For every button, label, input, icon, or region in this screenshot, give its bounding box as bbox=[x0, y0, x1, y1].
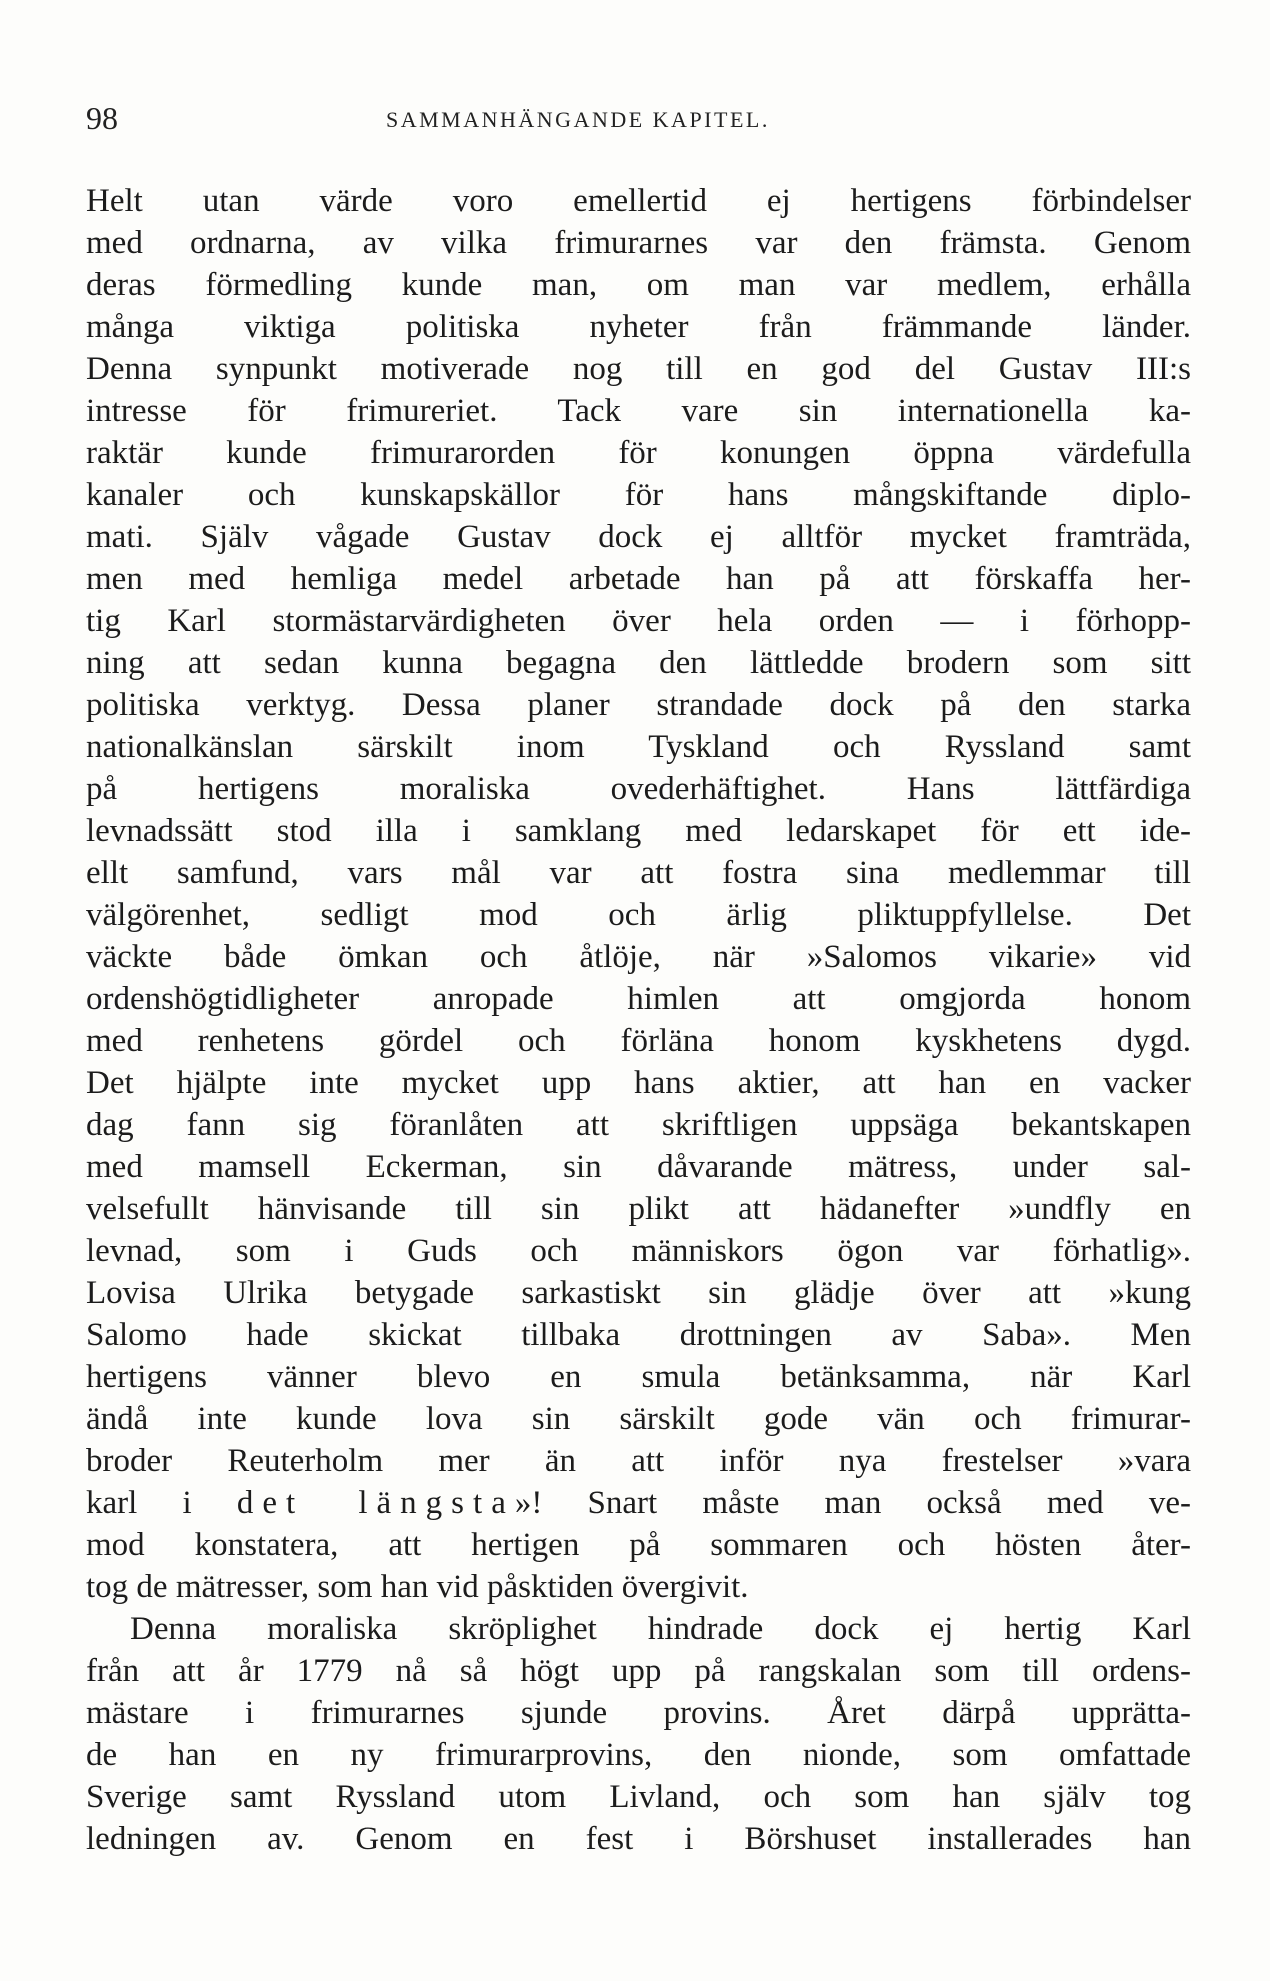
text-line: raktär kunde frimurarorden för konungen öppna värdefulla bbox=[86, 435, 1191, 471]
text-line: Denna synpunkt motiverade nog till en god del Gustav III:s bbox=[86, 351, 1191, 387]
text-line: nationalkänslan särskilt inom Tyskland och Ryssland samt bbox=[86, 729, 1191, 765]
text-line: Salomo hade skickat tillbaka drottningen av Saba». Men bbox=[86, 1317, 1191, 1353]
text-line: deras förmedling kunde man, om man var medlem, erhålla bbox=[86, 267, 1191, 303]
text-line: men med hemliga medel arbetade han på att förskaffa her- bbox=[86, 561, 1191, 597]
body-text bbox=[86, 180, 1191, 1860]
text-line: mati. Själv vågade Gustav dock ej alltför mycket framträda, bbox=[86, 519, 1191, 555]
spaced-emphasis: det längsta bbox=[236, 1485, 515, 1521]
text-line: med ordnarna, av vilka frimurarnes var den främsta. Genom bbox=[86, 225, 1191, 261]
text-line: väckte både ömkan och åtlöje, när »Salomos vikarie» vid bbox=[86, 939, 1191, 975]
text-line: kanaler och kunskapskällor för hans mångskiftande diplo- bbox=[86, 477, 1191, 513]
spaced-line-before: karl i bbox=[86, 1485, 237, 1521]
running-head: SAMMANHÄNGANDE KAPITEL. bbox=[386, 107, 770, 132]
text-line: Denna moraliska skröplighet hindrade dock ej hertig Karl bbox=[130, 1611, 1191, 1647]
text-line: ledningen av. Genom en fest i Börshuset installerades han bbox=[86, 1821, 1191, 1857]
text-line: ändå inte kunde lova sin särskilt gode vän och frimurar- bbox=[86, 1401, 1191, 1437]
page-number: 98 bbox=[86, 100, 118, 136]
text-line-spaced bbox=[86, 1482, 1191, 1524]
text-line: dag fann sig föranlåten att skriftligen uppsäga bekantskapen bbox=[86, 1107, 1191, 1143]
text-line: ning att sedan kunna begagna den lättledde brodern som sitt bbox=[86, 645, 1191, 681]
text-line: ordenshögtidligheter anropade himlen att omgjorda honom bbox=[86, 981, 1191, 1017]
text-line: de han en ny frimurarprovins, den nionde, som omfattade bbox=[86, 1737, 1191, 1773]
text-line: många viktiga politiska nyheter från främmande länder. bbox=[86, 309, 1191, 345]
text-line: ellt samfund, vars mål var att fostra sina medlemmar till bbox=[86, 855, 1191, 891]
text-line: från att år 1779 nå så högt upp på rangskalan som till ordens- bbox=[86, 1653, 1191, 1689]
text-line: Lovisa Ulrika betygade sarkastiskt sin glädje över att »kung bbox=[86, 1275, 1191, 1311]
text-line: Det hjälpte inte mycket upp hans aktier, att han en vacker bbox=[86, 1065, 1191, 1101]
text-line: politiska verktyg. Dessa planer strandade dock på den starka bbox=[86, 687, 1191, 723]
text-line: välgörenhet, sedligt mod och ärlig pliktuppfyllelse. Det bbox=[86, 897, 1191, 933]
text-line: Sverige samt Ryssland utom Livland, och som han själv tog bbox=[86, 1779, 1191, 1815]
spaced-line-after: »! Snart måste man också med ve- bbox=[514, 1485, 1191, 1521]
text-line: på hertigens moraliska ovederhäftighet. Hans lättfärdiga bbox=[86, 771, 1191, 807]
text-line: broder Reuterholm mer än att inför nya frestelser »vara bbox=[86, 1443, 1191, 1479]
page-header bbox=[86, 98, 1191, 138]
text-line: Helt utan värde voro emellertid ej hertigens förbindelser bbox=[86, 183, 1191, 219]
text-line: mod konstatera, att hertigen på sommaren och hösten åter- bbox=[86, 1527, 1191, 1563]
text-line: tig Karl stormästarvärdigheten över hela orden — i förhopp- bbox=[86, 603, 1191, 639]
text-line: intresse för frimureriet. Tack vare sin internationella ka- bbox=[86, 393, 1191, 429]
text-line: med renhetens gördel och förläna honom kyskhetens dygd. bbox=[86, 1023, 1191, 1059]
text-line: velsefullt hänvisande till sin plikt att hädanefter »undfly en bbox=[86, 1191, 1191, 1227]
text-line: med mamsell Eckerman, sin dåvarande mätress, under sal- bbox=[86, 1149, 1191, 1185]
text-line: hertigens vänner blevo en smula betänksamma, när Karl bbox=[86, 1359, 1191, 1395]
text-line: tog de mätresser, som han vid påsktiden övergivit. bbox=[86, 1569, 749, 1605]
text-line: levnad, som i Guds och människors ögon var förhatlig». bbox=[86, 1233, 1191, 1269]
text-line: levnadssätt stod illa i samklang med ledarskapet för ett ide- bbox=[86, 813, 1191, 849]
text-line: mästare i frimurarnes sjunde provins. Året därpå upprätta- bbox=[86, 1695, 1191, 1731]
